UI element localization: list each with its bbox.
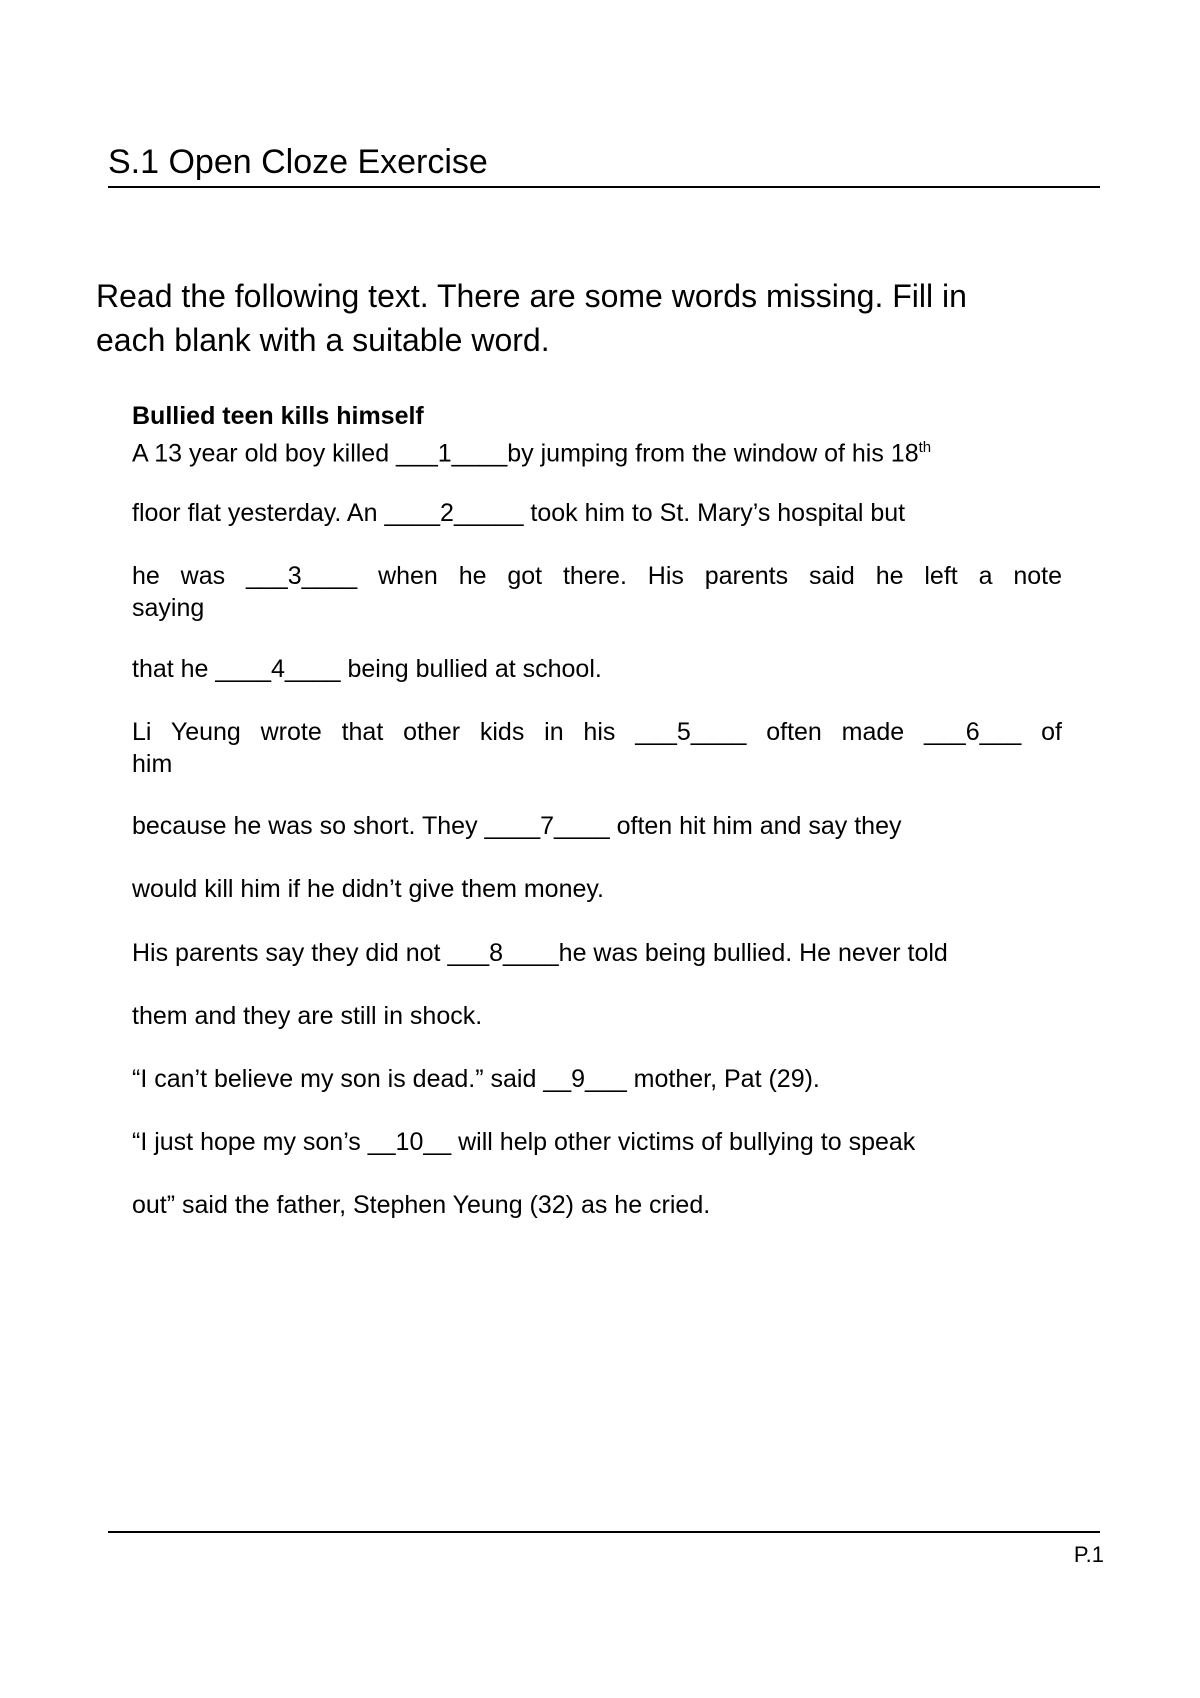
page-number: P.1	[1073, 1542, 1104, 1567]
passage-line-11: “I just hope my son’s __10__ will help other victims of bullying to speak	[132, 1128, 916, 1156]
instructions-line-2: each blank with a suitable word.	[96, 322, 550, 358]
passage-line-5-text: Li Yeung wrote that other kids in his ___5____ often made ___6___ of	[132, 718, 1062, 746]
passage-line-3-wrap: saying	[132, 594, 205, 622]
superscript-th: th	[918, 439, 932, 456]
passage-line-10: “I can’t believe my son is dead.” said __9___ mother, Pat (29).	[132, 1065, 820, 1093]
page-title: S.1 Open Cloze Exercise	[108, 143, 488, 181]
passage-line-5-wrap: him	[132, 750, 173, 778]
passage	[132, 400, 1062, 1219]
passage-line-12: out” said the father, Stephen Yeung (32) as he cried.	[132, 1191, 711, 1219]
footer-divider	[108, 1531, 1100, 1533]
document-header	[108, 142, 1100, 188]
passage-line-9: them and they are still in shock.	[132, 1002, 483, 1030]
instructions-line-1: Read the following text. There are some words missing. Fill in	[96, 278, 967, 314]
passage-line-3-text: he was ___3____ when he got there. His parents said he left a note	[132, 562, 1062, 590]
passage-line-7: would kill him if he didn’t give them money.	[132, 875, 604, 903]
passage-line-6: because he was so short. They ____7____ often hit him and say they	[132, 812, 902, 840]
instructions	[96, 274, 1106, 362]
passage-line-5	[132, 716, 1062, 780]
passage-line-1-text: A 13 year old boy killed ___1____by jumping from the window of his 18	[132, 439, 919, 468]
passage-line-8: His parents say they did not ___8____he was being bullied. He never told	[132, 939, 948, 967]
passage-line-1	[132, 432, 1062, 469]
passage-line-2: floor flat yesterday. An ____2_____ took him to St. Mary’s hospital but	[132, 499, 906, 527]
passage-line-3	[132, 560, 1062, 624]
passage-line-4: that he ____4____ being bullied at school.	[132, 655, 602, 683]
passage-title: Bullied teen kills himself	[132, 402, 424, 430]
